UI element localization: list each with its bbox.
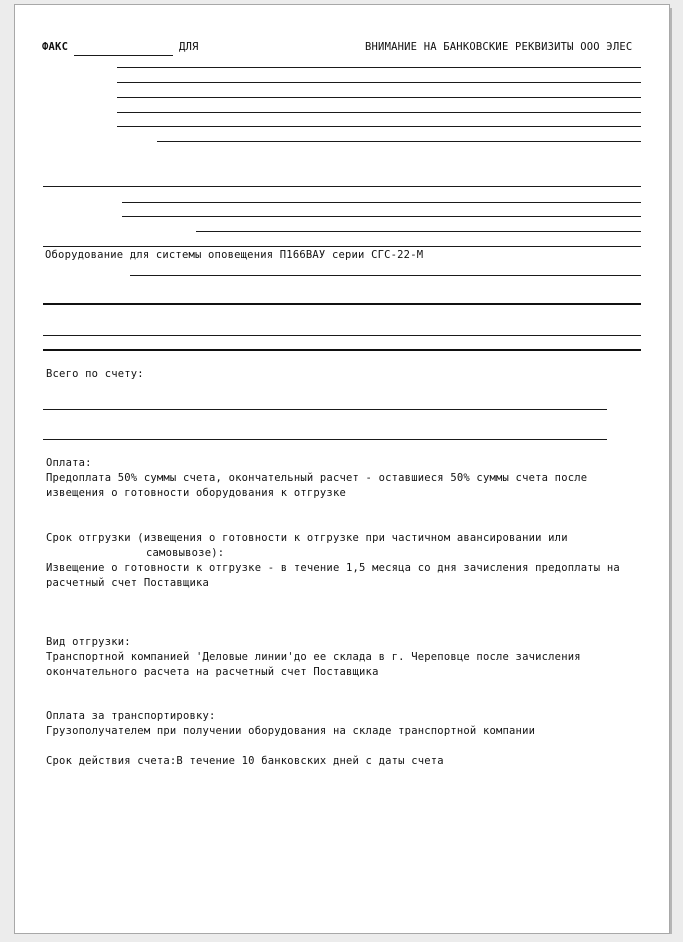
invoice-info-line (122, 216, 641, 217)
for-label: ДЛЯ (179, 41, 199, 53)
shipping-term-text-line: расчетный счет Поставщика (46, 577, 210, 589)
shipment-type-text-line: Транспортной компанией 'Деловые линии'до ее склада в г. Череповце после зачисления (46, 651, 581, 663)
invoice-validity: Срок действия счета:В течение 10 банковских дней с даты счета (46, 755, 444, 767)
total-line (43, 409, 607, 410)
bank-detail-line (117, 112, 641, 113)
equipment-underline (130, 275, 641, 276)
shipping-term-heading-cont: самовывозе): (146, 547, 225, 559)
shipment-type-text-line: окончательного расчета на расчетный счет Поставщика (46, 666, 379, 678)
payment-text-line: извещения о готовности оборудования к отгрузке (46, 487, 346, 499)
attention-bank-details: ВНИМАНИЕ НА БАНКОВСКИЕ РЕКВИЗИТЫ ООО ЭЛЕС (365, 41, 633, 53)
document-page (14, 4, 670, 934)
bank-detail-line (117, 82, 641, 83)
shipment-type-heading: Вид отгрузки: (46, 636, 131, 648)
page-edge-shadow (670, 8, 672, 934)
table-row-divider (43, 335, 641, 336)
transport-payment-heading: Оплата за транспортировку: (46, 710, 216, 722)
total-label: Всего по счету: (46, 368, 144, 380)
invoice-info-line (122, 202, 641, 203)
bank-detail-line (157, 141, 641, 142)
equipment-title: Оборудование для системы оповещения П166ВАУ серии СГС-22-М (45, 249, 424, 261)
bank-detail-line (117, 126, 641, 127)
fax-label: ФАКС (42, 41, 69, 53)
payment-heading: Оплата: (46, 457, 92, 469)
invoice-info-line (43, 246, 641, 247)
invoice-info-line (43, 186, 641, 187)
table-top-border (43, 303, 641, 305)
shipping-term-heading: Срок отгрузки (извещения о готовности к отгрузке при частичном авансировании или (46, 532, 568, 544)
transport-payment-text: Грузополучателем при получении оборудования на складе транспортной компании (46, 725, 536, 737)
table-bottom-border (43, 349, 641, 351)
invoice-info-line (196, 231, 641, 232)
bank-detail-line (117, 97, 641, 98)
bank-detail-line (117, 67, 641, 68)
shipping-term-text-line: Извещение о готовности к отгрузке - в течение 1,5 месяца со дня зачисления предоплаты на (46, 562, 620, 574)
payment-text-line: Предоплата 50% суммы счета, окончательный расчет - оставшиеся 50% суммы счета после (46, 472, 588, 484)
fax-number-field-line (74, 55, 173, 56)
total-words-line (43, 439, 607, 440)
